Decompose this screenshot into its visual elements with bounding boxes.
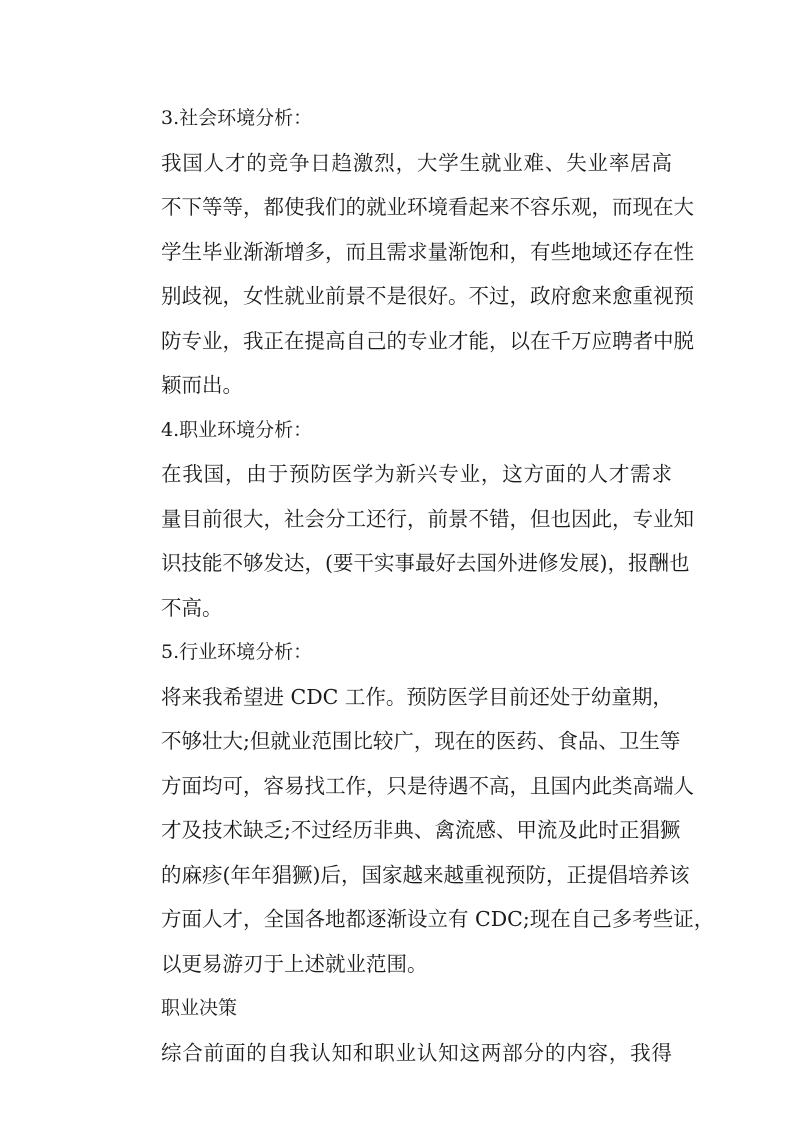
text-line: 在我国，由于预防医学为新兴专业，这方面的人才需求 bbox=[161, 462, 672, 486]
paragraph-social-environment bbox=[120, 141, 694, 408]
paragraph-career-decision bbox=[120, 1031, 672, 1076]
paragraph-career-environment bbox=[120, 452, 694, 630]
text-line: 量目前很大，社会分工还行，前景不错，但也因此，专业知 bbox=[161, 506, 694, 531]
section-heading-career-environment: 4.职业环境分析： bbox=[161, 418, 313, 441]
section-heading-industry-environment: 5.行业环境分析： bbox=[161, 641, 313, 663]
text-line: 防专业，我正在提高自己的专业才能，以在千万应聘者中脱 bbox=[161, 328, 694, 353]
text-line: 才及技术缺乏;不过经历非典、禽流感、甲流及此时正猖獗 bbox=[161, 818, 681, 842]
text-line: 不高。 bbox=[161, 595, 223, 620]
text-line: 识技能不够发达，(要干实事最好去国外进修发展)，报酬也 bbox=[161, 551, 690, 575]
text-line: 颖而出。 bbox=[161, 373, 243, 397]
section-heading-career-decision: 职业决策 bbox=[161, 997, 238, 1019]
section-heading-social-environment: 3.社会环境分析： bbox=[161, 107, 313, 129]
text-line: 综合前面的自我认知和职业认知这两部分的内容，我得 bbox=[161, 1040, 672, 1065]
text-line: 学生毕业渐渐增多，而且需求量渐饱和，有些地域还存在性 bbox=[161, 239, 694, 264]
paragraph-industry-environment bbox=[120, 675, 715, 987]
text-line: 的麻疹(年年猖獗)后，国家越来越重视预防，正提倡培养该 bbox=[161, 862, 690, 887]
text-line: 不够壮大;但就业范围比较广，现在的医药、食品、卫生等 bbox=[161, 729, 681, 753]
document-body bbox=[120, 96, 715, 1075]
text-line: 别歧视，女性就业前景不是很好。不过，政府愈来愈重视预 bbox=[161, 284, 694, 308]
text-line: 将来我希望进 CDC 工作。预防医学目前还处于幼童期， bbox=[161, 684, 673, 709]
text-line: 以更易游刃于上述就业范围。 bbox=[161, 951, 428, 976]
text-line: 方面均可，容易找工作，只是待遇不高，且国内此类高端人 bbox=[161, 773, 694, 798]
text-line: 不下等等，都使我们的就业环境看起来不容乐观，而现在大 bbox=[161, 195, 694, 219]
text-line: 方面人才，全国各地都逐渐设立有 CDC;现在自己多考些证， bbox=[161, 907, 715, 931]
text-line: 我国人才的竞争日趋激烈，大学生就业难、失业率居高 bbox=[161, 150, 672, 175]
